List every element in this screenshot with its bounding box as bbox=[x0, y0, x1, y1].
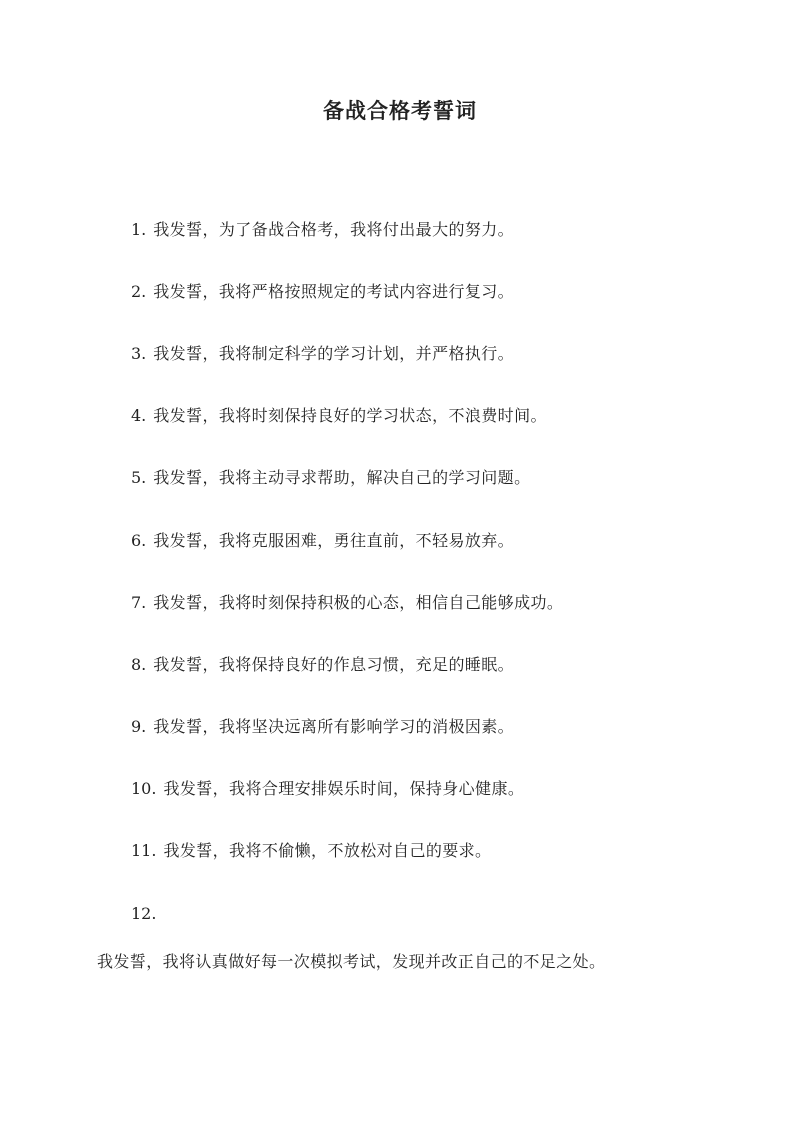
oath-item-8 bbox=[131, 654, 514, 676]
oath-item-text: 我发誓，我将合理安排娱乐时间，保持身心健康。 bbox=[163, 779, 525, 798]
oath-item-text: 我发誓，我将时刻保持积极的心态，相信自己能够成功。 bbox=[153, 593, 564, 612]
oath-item-3 bbox=[131, 343, 514, 365]
oath-item-text: 我发誓，我将不偷懒，不放松对自己的要求。 bbox=[163, 841, 492, 860]
oath-item-number: 1. bbox=[131, 220, 147, 239]
oath-item-text: 我发誓，我将时刻保持良好的学习状态，不浪费时间。 bbox=[153, 406, 547, 425]
oath-item-text: 我发誓，为了备战合格考，我将付出最大的努力。 bbox=[153, 220, 515, 239]
oath-item-1 bbox=[131, 219, 514, 241]
oath-item-12 bbox=[131, 903, 163, 925]
oath-item-text: 我发誓，我将主动寻求帮助，解决自己的学习问题。 bbox=[153, 468, 531, 487]
oath-item-number: 10. bbox=[131, 779, 157, 798]
oath-item-9 bbox=[131, 716, 514, 738]
oath-item-4 bbox=[131, 405, 547, 427]
oath-item-number: 8. bbox=[131, 655, 147, 674]
oath-item-number: 11. bbox=[131, 841, 157, 860]
oath-item-number: 7. bbox=[131, 593, 147, 612]
oath-item-text: 我发誓，我将克服困难，勇往直前，不轻易放弃。 bbox=[153, 531, 515, 550]
oath-item-number: 12. bbox=[131, 904, 157, 923]
oath-item-10 bbox=[131, 778, 524, 800]
oath-item-6 bbox=[131, 530, 514, 552]
oath-item-text: 我发誓，我将制定科学的学习计划，并严格执行。 bbox=[153, 344, 515, 363]
oath-item-2 bbox=[131, 281, 514, 303]
oath-item-text: 我发誓，我将认真做好每一次模拟考试，发现并改正自己的不足之处。 bbox=[97, 952, 606, 971]
oath-item-7 bbox=[131, 592, 563, 614]
oath-item-text: 我发誓，我将严格按照规定的考试内容进行复习。 bbox=[153, 282, 515, 301]
oath-item-number: 9. bbox=[131, 717, 147, 736]
oath-item-number: 6. bbox=[131, 531, 147, 550]
oath-item-number: 5. bbox=[131, 468, 147, 487]
oath-item-5 bbox=[131, 467, 530, 489]
oath-item-text: 我发誓，我将坚决远离所有影响学习的消极因素。 bbox=[153, 717, 515, 736]
oath-item-text: 我发誓，我将保持良好的作息习惯，充足的睡眠。 bbox=[153, 655, 515, 674]
oath-item-11 bbox=[131, 840, 491, 862]
oath-item-number: 4. bbox=[131, 406, 147, 425]
oath-item-number: 2. bbox=[131, 282, 147, 301]
oath-item-number: 3. bbox=[131, 344, 147, 363]
document-title: 备战合格考誓词 bbox=[323, 98, 477, 123]
